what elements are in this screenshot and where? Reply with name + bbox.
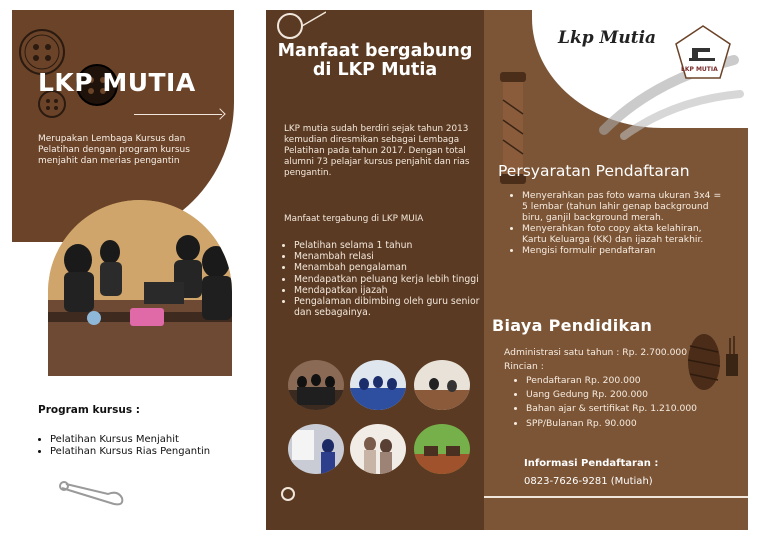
activity-photo (414, 360, 470, 410)
middle-panel (266, 10, 484, 530)
benefit-item: • Menambah relasi (294, 251, 480, 262)
admin-fee: Administrasi satu tahun : Rp. 2.700.000 (504, 347, 688, 358)
safety-pin-icon (58, 480, 128, 510)
requirement-item: • Menyerahkan foto copy akta kelahiran, Kartu Keluarga (KK) dan ijazah terakhir. (522, 223, 722, 245)
left-title: LKP MUTIA (38, 68, 196, 97)
program-list (32, 434, 225, 458)
middle-heading: Manfaat bergabung di LKP Mutia (277, 41, 473, 80)
benefit-item: • Pelatihan selama 1 tahun (294, 240, 480, 251)
arrow-line (134, 114, 222, 115)
brand-name: Lkp Mutia (558, 28, 657, 48)
cost-heading: Biaya Pendidikan (492, 316, 653, 335)
footer-line (484, 496, 748, 498)
lkp-logo-icon (674, 24, 732, 82)
contact-phone: 0823-7626-9281 (Mutiah) (524, 476, 653, 487)
activity-photo (350, 424, 406, 474)
program-heading: Program kursus : (38, 404, 140, 416)
left-panel (12, 10, 234, 530)
program-item: • Pelatihan Kursus Menjahit (50, 434, 225, 446)
requirements-list (504, 190, 722, 256)
benefit-item: • Mendapatkan ijazah (294, 285, 480, 296)
thread-roll-icon (682, 328, 742, 398)
activity-photo (414, 424, 470, 474)
info-heading: Informasi Pendaftaran : (524, 458, 659, 469)
history-paragraph: LKP mutia sudah berdiri sejak tahun 2013 kemudian diresmikan sebagai Lembaga Pelatihan pada tahun 2017. Dengan total alumni 73 pelajar kursus penjahit dan rias pengantin. (284, 124, 470, 178)
benefits-list (276, 240, 480, 318)
fee-item: • Uang Gedung Rp. 200.000 (526, 388, 746, 402)
fee-item: • SPP/Bulanan Rp. 90.000 (526, 417, 746, 431)
benefit-item: • Pengalaman dibimbing oleh guru senior dan sebagainya. (294, 296, 480, 318)
right-panel (484, 10, 748, 530)
logo-text: LKP MUTIA (681, 66, 718, 73)
activity-photo (288, 424, 344, 474)
breakdown-label: Rincian : (504, 361, 544, 372)
program-item: • Pelatihan Kursus Rias Pengantin (50, 446, 225, 458)
requirement-item: • Menyerahkan pas foto warna ukuran 3x4 = 5 lembar (tahun lahir genap background biru, ganjil background merah. (522, 190, 722, 223)
requirement-item: • Mengisi formulir pendaftaran (522, 245, 722, 256)
activity-photo (350, 360, 406, 410)
benefits-intro: Manfaat tergabung di LKP MUIA (284, 214, 424, 224)
circle-decoration (278, 484, 298, 504)
classroom-photo (48, 200, 232, 376)
left-description: Merupakan Lembaga Kursus dan Pelatihan dengan program kursus menjahit dan merias pengantin (38, 134, 190, 166)
fee-item: • Bahan ajar & sertifikat Rp. 1.210.000 (526, 402, 746, 416)
activity-photo (288, 360, 344, 410)
fee-item: • Pendaftaran Rp. 200.000 (526, 374, 746, 388)
classroom-illustration (48, 200, 232, 376)
requirements-heading: Persyaratan Pendaftaran (498, 162, 690, 180)
benefit-item: • Menambah pengalaman (294, 262, 480, 273)
benefit-item: • Mendapatkan peluang kerja lebih tinggi (294, 274, 480, 285)
